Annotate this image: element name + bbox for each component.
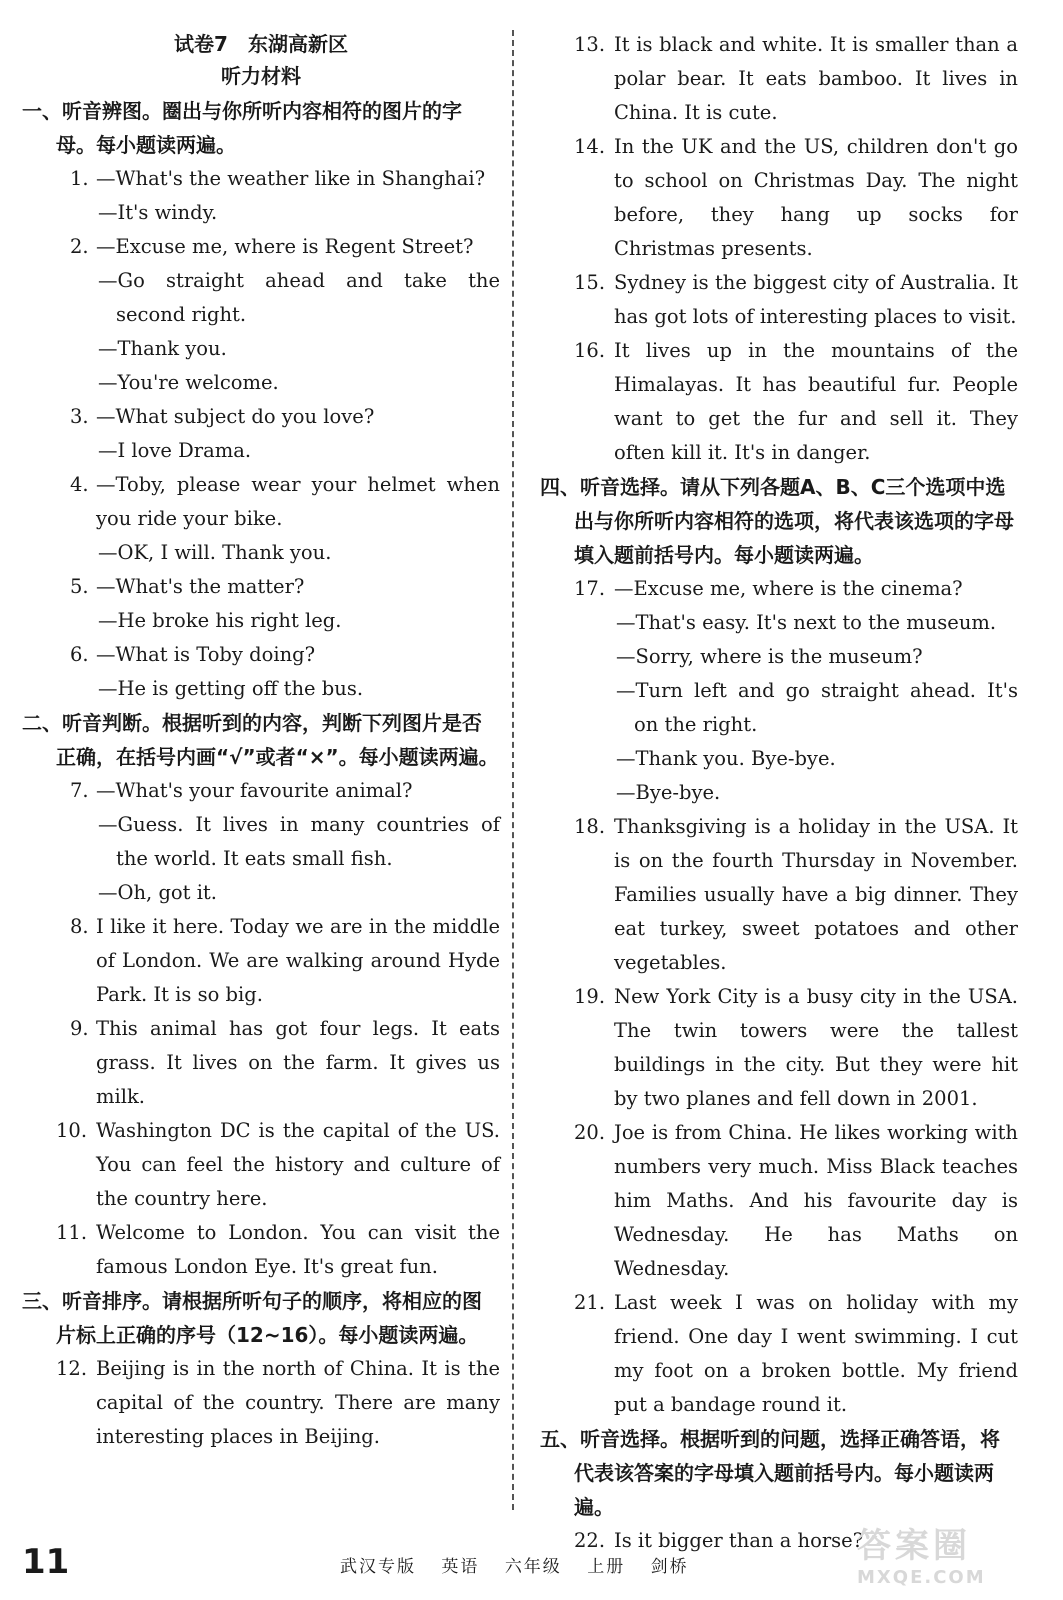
footer-grade: 六年级 (504, 1557, 562, 1577)
question-number: 8. (70, 915, 89, 938)
question-text: —Toby, please wear your helmet when you ride your bike. (96, 473, 500, 530)
dialogue-line: —Guess. It lives in many countries of the world. It eats small fish. (98, 813, 500, 870)
question-text: New York City is a busy city in the USA. The twin towers were the tallest buildings in the city. But they were hit by two planes and fell down in 2001. (614, 985, 1018, 1110)
question-item (540, 28, 1018, 130)
footer-volume: 上册 (587, 1557, 626, 1577)
question-item (22, 1012, 500, 1114)
section-heading: 五、听音选择。根据听到的问题，选择正确答语，将代表该答案的字母填入题前括号内。每小题读两遍。 (540, 1427, 1000, 1519)
question-number: 7. (70, 779, 89, 802)
question-text: —What's the matter? (96, 575, 305, 598)
footer-publisher: 剑桥 (650, 1557, 689, 1577)
dialogue-line: —You're welcome. (98, 371, 279, 394)
dialogue-line: —Oh, got it. (98, 881, 217, 904)
question-text: —Excuse me, where is Regent Street? (96, 235, 474, 258)
question-item (540, 1116, 1018, 1286)
question-text: —What subject do you love? (96, 405, 375, 428)
page-number: 11 (22, 1542, 70, 1582)
question-item (22, 570, 500, 604)
right-column (540, 28, 1018, 1558)
question-item (22, 162, 500, 196)
dialogue-line: —I love Drama. (98, 439, 252, 462)
question-item (22, 910, 500, 1012)
question-item (540, 1286, 1018, 1422)
question-text: Beijing is in the north of China. It is the capital of the country. There are many interesting places in Beijing. (96, 1357, 500, 1448)
left-column (22, 28, 500, 1454)
question-number: 5. (70, 575, 89, 598)
question-text: Last week I was on holiday with my friend. One day I went swimming. I cut my foot on a broken bottle. My friend put a bandage round it. (614, 1291, 1018, 1416)
question-item (22, 400, 500, 434)
question-number: 6. (70, 643, 89, 666)
question-item (22, 774, 500, 808)
question-item (540, 810, 1018, 980)
dialogue-line: —Thank you. (98, 337, 227, 360)
question-item (540, 130, 1018, 266)
question-item (540, 266, 1018, 334)
question-text: It is black and white. It is smaller than a polar bear. It eats bamboo. It lives in China. It is cute. (614, 33, 1018, 124)
question-text: It lives up in the mountains of the Himalayas. It has beautiful fur. People want to get the fur and sell it. They often kill it. It's in danger. (614, 339, 1018, 464)
question-number: 19. (574, 985, 606, 1008)
question-item (22, 1114, 500, 1216)
footer-edition: 武汉专版 (340, 1557, 416, 1577)
dialogue-line: —Bye-bye. (616, 781, 721, 804)
question-number: 3. (70, 405, 89, 428)
dialogue-line: —He broke his right leg. (98, 609, 342, 632)
question-text: —What's your favourite animal? (96, 779, 413, 802)
question-number: 22. (574, 1529, 606, 1552)
question-item (540, 980, 1018, 1116)
dialogue-line: —Turn left and go straight ahead. It's on the right. (616, 679, 1018, 736)
dialogue-line: —Sorry, where is the museum? (616, 645, 923, 668)
question-number: 16. (574, 339, 606, 362)
question-number: 20. (574, 1121, 606, 1144)
footer-subject: 英语 (441, 1557, 480, 1577)
right-column-body (540, 28, 1018, 1558)
question-item (22, 638, 500, 672)
section-heading: 二、听音判断。根据听到的内容，判断下列图片是否正确，在括号内画“√”或者“×”。每小题读两遍。 (22, 711, 499, 769)
question-text: Thanksgiving is a holiday in the USA. It is on the fourth Thursday in November. Families usually have a big dinner. They eat turkey, sweet potatoes and other vegetables. (614, 815, 1018, 974)
question-item (540, 334, 1018, 470)
question-text: Sydney is the biggest city of Australia. It has got lots of interesting places to visit. (614, 271, 1018, 328)
question-text: In the UK and the US, children don't go to school on Christmas Day. The night before, they hang up socks for Christmas presents. (614, 135, 1018, 260)
page-subtitle: 听力材料 (221, 64, 301, 88)
question-number: 21. (574, 1291, 606, 1314)
question-text: This animal has got four legs. It eats grass. It lives on the farm. It gives us milk. (96, 1017, 500, 1108)
question-text: Welcome to London. You can visit the famous London Eye. It's great fun. (96, 1221, 500, 1278)
dialogue-line: —OK, I will. Thank you. (98, 541, 332, 564)
question-number: 9. (70, 1017, 89, 1040)
section-heading: 三、听音排序。请根据所听句子的顺序，将相应的图片标上正确的序号（12~16）。每小题读两遍。 (22, 1289, 482, 1347)
page-title: 试卷7 东湖高新区 (174, 32, 348, 56)
question-number: 13. (574, 33, 606, 56)
dialogue-line: —That's easy. It's next to the museum. (616, 611, 997, 634)
question-number: 17. (574, 577, 606, 600)
question-text: —What's the weather like in Shanghai? (96, 167, 486, 190)
question-number: 10. (56, 1119, 88, 1142)
dialogue-line: —Go straight ahead and take the second right. (98, 269, 500, 326)
watermark-cn: 答案圈 (857, 1526, 971, 1566)
question-text: I like it here. Today we are in the middle of London. We are walking around Hyde Park. It is so big. (96, 915, 500, 1006)
question-item (22, 1216, 500, 1284)
section-heading: 一、听音辨图。圈出与你所听内容相符的图片的字母。每小题读两遍。 (22, 99, 462, 157)
question-number: 4. (70, 473, 89, 496)
question-text: Is it bigger than a horse? (614, 1529, 864, 1552)
watermark-en: MXQE.COM (857, 1567, 986, 1588)
column-divider (512, 30, 514, 1510)
question-text: —Excuse me, where is the cinema? (614, 577, 963, 600)
left-column-body (22, 94, 500, 1454)
watermark-logo (857, 1518, 1047, 1588)
question-item (540, 572, 1018, 606)
footer-edition-info (340, 1552, 707, 1577)
dialogue-line: —It's windy. (98, 201, 218, 224)
question-number: 12. (56, 1357, 88, 1380)
question-item (22, 468, 500, 536)
question-number: 2. (70, 235, 89, 258)
question-text: —What is Toby doing? (96, 643, 316, 666)
question-item (22, 1352, 500, 1454)
question-number: 15. (574, 271, 606, 294)
section-heading: 四、听音选择。请从下列各题A、B、C三个选项中选出与你所听内容相符的选项，将代表该选项的字母填入题前括号内。每小题读两遍。 (540, 475, 1014, 567)
question-number: 1. (70, 167, 89, 190)
question-text: Joe is from China. He likes working with numbers very much. Miss Black teaches him Maths. And his favourite day is Wednesday. He has Maths on Wednesday. (614, 1121, 1018, 1280)
dialogue-line: —He is getting off the bus. (98, 677, 364, 700)
question-number: 11. (56, 1221, 88, 1244)
question-item (22, 230, 500, 264)
question-number: 14. (574, 135, 606, 158)
question-number: 18. (574, 815, 606, 838)
question-text: Washington DC is the capital of the US. You can feel the history and culture of the country here. (96, 1119, 500, 1210)
dialogue-line: —Thank you. Bye-bye. (616, 747, 836, 770)
